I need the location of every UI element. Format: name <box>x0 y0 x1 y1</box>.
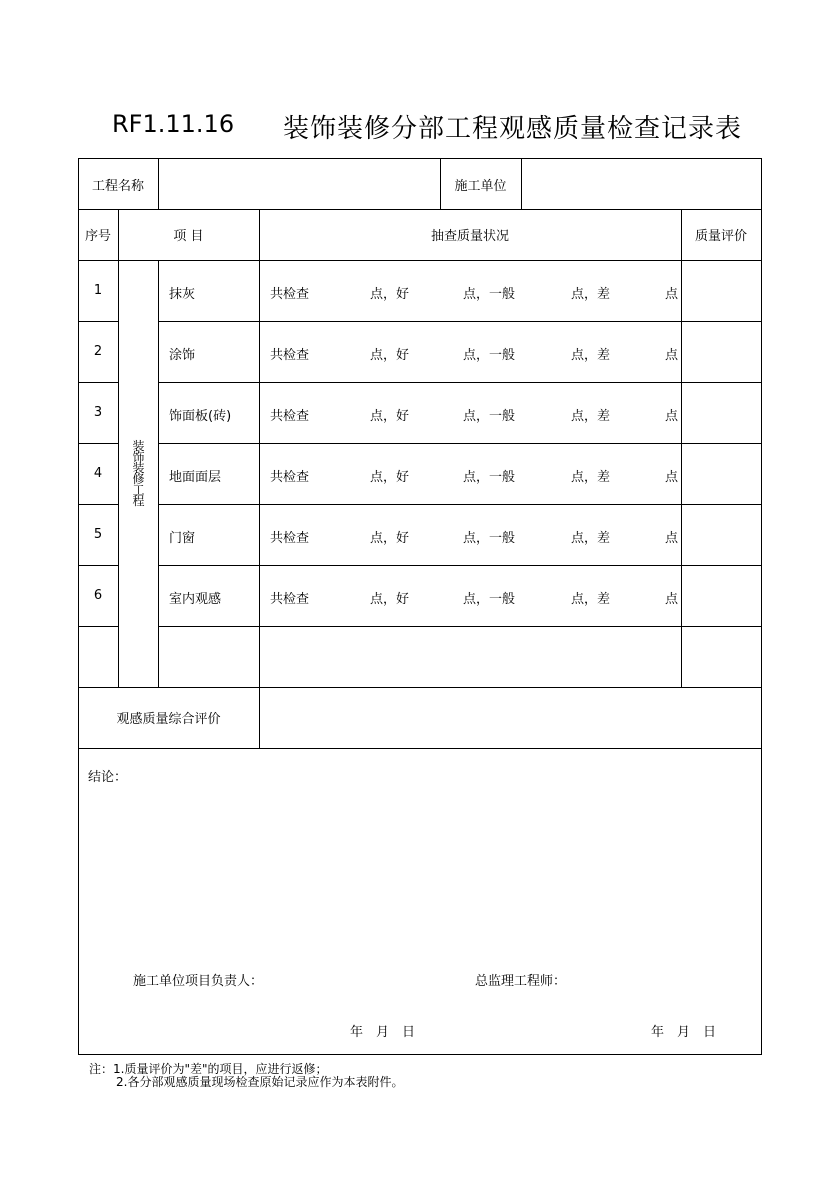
status-poor-label: 点，差 <box>571 470 611 485</box>
column-item: 项 目 <box>173 229 204 244</box>
project-name-label: 工程名称 <box>91 178 144 194</box>
conclusion-label: 结论： <box>88 770 128 785</box>
status-total-label: 共检查 <box>270 287 310 302</box>
status-poor-label: 点，差 <box>571 409 611 424</box>
status-normal-label: 点，一般 <box>463 470 516 485</box>
supervisor-signature-label: 总监理工程师： <box>475 974 567 989</box>
status-normal-label: 点，一般 <box>463 348 516 363</box>
row-seq: 4 <box>93 466 103 481</box>
status-good-label: 点，好 <box>370 287 410 302</box>
row-rating-field[interactable] <box>682 444 761 504</box>
status-end-label: 点 <box>665 470 679 485</box>
project-name-field[interactable] <box>159 158 440 210</box>
form-title: 装饰装修分部工程观感质量检查记录表 <box>283 114 743 144</box>
status-end-label: 点 <box>665 531 679 546</box>
status-poor-label: 点，差 <box>571 348 611 363</box>
row-rating-field[interactable] <box>682 505 761 565</box>
status-end-label: 点 <box>665 348 679 363</box>
status-total-label: 共检查 <box>270 592 310 607</box>
row-seq: 1 <box>93 283 103 298</box>
status-good-label: 点，好 <box>370 348 410 363</box>
status-poor-label: 点，差 <box>571 287 611 302</box>
note-2: 2.各分部观感质量现场检查原始记录应作为本表附件。 <box>116 1075 404 1089</box>
category-label: 装饰装修工程 <box>132 438 145 508</box>
status-total-label: 共检查 <box>270 348 310 363</box>
row-item: 室内观感 <box>169 592 222 607</box>
supervisor-date: 年 月 日 <box>651 1025 717 1040</box>
status-normal-label: 点，一般 <box>463 409 516 424</box>
status-normal-label: 点，一般 <box>463 531 516 546</box>
status-poor-label: 点，差 <box>571 592 611 607</box>
status-end-label: 点 <box>665 592 679 607</box>
row-seq: 3 <box>93 405 103 420</box>
row-rating-field[interactable] <box>682 566 761 626</box>
status-poor-label: 点，差 <box>571 531 611 546</box>
status-good-label: 点，好 <box>370 470 410 485</box>
status-good-label: 点，好 <box>370 531 410 546</box>
summary-label: 观感质量综合评价 <box>116 712 221 727</box>
row-item: 抹灰 <box>169 287 196 302</box>
column-rating: 质量评价 <box>694 229 747 244</box>
row-seq: 2 <box>93 344 103 359</box>
status-total-label: 共检查 <box>270 531 310 546</box>
row-item: 涂饰 <box>169 348 196 363</box>
status-normal-label: 点，一般 <box>463 592 516 607</box>
row-item: 门窗 <box>169 531 196 546</box>
contractor-label: 施工单位 <box>454 178 507 194</box>
column-seq: 序号 <box>84 229 111 244</box>
contractor-signature-label: 施工单位项目负责人： <box>133 974 264 989</box>
row-seq: 5 <box>93 527 103 542</box>
status-normal-label: 点，一般 <box>463 287 516 302</box>
note-1: 注：1.质量评价为"差"的项目，应进行返修； <box>89 1062 328 1076</box>
column-status: 抽查质量状况 <box>430 229 509 244</box>
row-rating-field[interactable] <box>682 261 761 321</box>
status-end-label: 点 <box>665 409 679 424</box>
row-item: 地面面层 <box>169 470 222 485</box>
status-good-label: 点，好 <box>370 409 410 424</box>
status-total-label: 共检查 <box>270 409 310 424</box>
row-seq: 6 <box>93 588 103 603</box>
contractor-date: 年 月 日 <box>350 1025 416 1040</box>
status-total-label: 共检查 <box>270 470 310 485</box>
contractor-field[interactable] <box>522 158 761 210</box>
summary-field[interactable] <box>260 687 761 748</box>
status-end-label: 点 <box>665 287 679 302</box>
status-good-label: 点，好 <box>370 592 410 607</box>
row-item: 饰面板(砖) <box>169 409 232 424</box>
row-rating-field[interactable] <box>682 383 761 443</box>
row-rating-field[interactable] <box>682 322 761 382</box>
form-code: RF1.11.16 <box>112 110 235 138</box>
